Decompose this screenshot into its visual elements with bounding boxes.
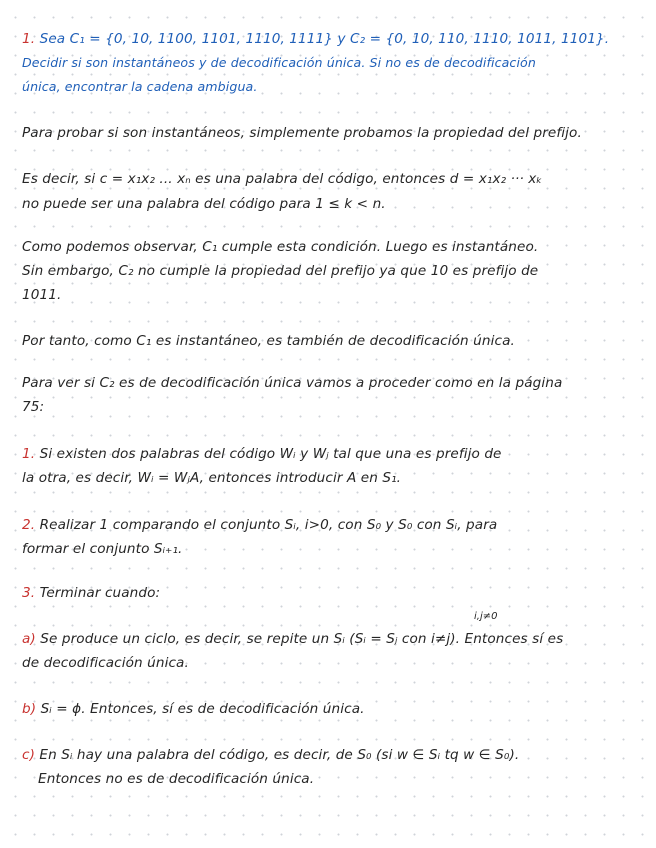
case-b-text: Sᵢ = ϕ. Entonces, sí es de decodificación única. [40,701,365,717]
step-2-text: Realizar 1 comparando el conjunto Sᵢ, i>0, con S₀ y S₀ con Sᵢ, para [39,517,498,533]
problem-line-2: Decidir si son instantáneos y de decodificación única. Si no es de decodificación [22,55,536,70]
prefix-property-intro: Para probar si son instantáneos, simplemente probamos la propiedad del prefijo. [22,125,582,141]
case-c-label: c) [22,747,35,763]
procedure-intro-line-2: 75: [22,399,45,415]
problem-sets-text: Sea C₁ = {0, 10, 1100, 1101, 1110, 1111} y C₂ = {0, 10, 110, 1110, 1011, 1101}. [39,31,610,47]
case-a-text: Se produce un ciclo, es decir, se repite un Sᵢ (Sᵢ = Sⱼ con i≠j). Entonces sí es [40,631,564,647]
case-a-line-1 [22,630,646,648]
prefix-definition-line-2: no puede ser una palabra del código para 1 ≤ k < n. [22,196,386,212]
step-2-number: 2. [22,517,36,533]
step-1-text: Si existen dos palabras del código Wᵢ y Wⱼ tal que una es prefijo de [39,446,502,462]
observation-line-1: Como podemos observar, C₁ cumple esta condición. Luego es instantáneo. [22,239,539,255]
observation-line-2: Sin embargo, C₂ no cumple la propiedad del prefijo ya que 10 es prefijo de [22,263,539,279]
step-3-line [22,584,646,602]
conclusion-line: Por tanto, como C₁ es instantáneo, es también de decodificación única. [22,333,515,349]
case-b-label: b) [22,701,37,717]
case-a-note: i,j≠0 [474,611,498,622]
procedure-intro-line-1: Para ver si C₂ es de decodificación única vamos a proceder como en la página [22,375,563,391]
step-1-line-1 [22,445,646,463]
case-c-text: En Sᵢ hay una palabra del código, es decir, de S₀ (si w ∈ Sᵢ tq w ∈ S₀). [39,747,520,763]
case-b-line [22,700,646,718]
observation-line-3: 1011. [22,287,62,303]
step-2-line-2: formar el conjunto Sᵢ₊₁. [22,541,183,557]
step-1-line-2: la otra, es decir, Wᵢ = WⱼA, entonces introducir A en S₁. [22,470,402,486]
step-3-text: Terminar cuando: [39,585,161,601]
step-1-number: 1. [22,446,36,462]
prefix-definition-line-1: Es decir, si c = x₁x₂ ... xₙ es una palabra del código, entonces d = x₁x₂ ··· xₖ [22,171,543,187]
case-c-line-2: Entonces no es de decodificación única. [38,771,315,787]
problem-number: 1. [22,31,36,47]
case-a-line-2: de decodificación única. [22,655,189,671]
step-2-line-1 [22,516,646,534]
case-a-label: a) [22,631,36,647]
case-c-line-1 [22,746,646,764]
step-3-number: 3. [22,585,36,601]
problem-line-3: única, encontrar la cadena ambigua. [22,79,258,94]
problem-line-1 [22,30,646,48]
